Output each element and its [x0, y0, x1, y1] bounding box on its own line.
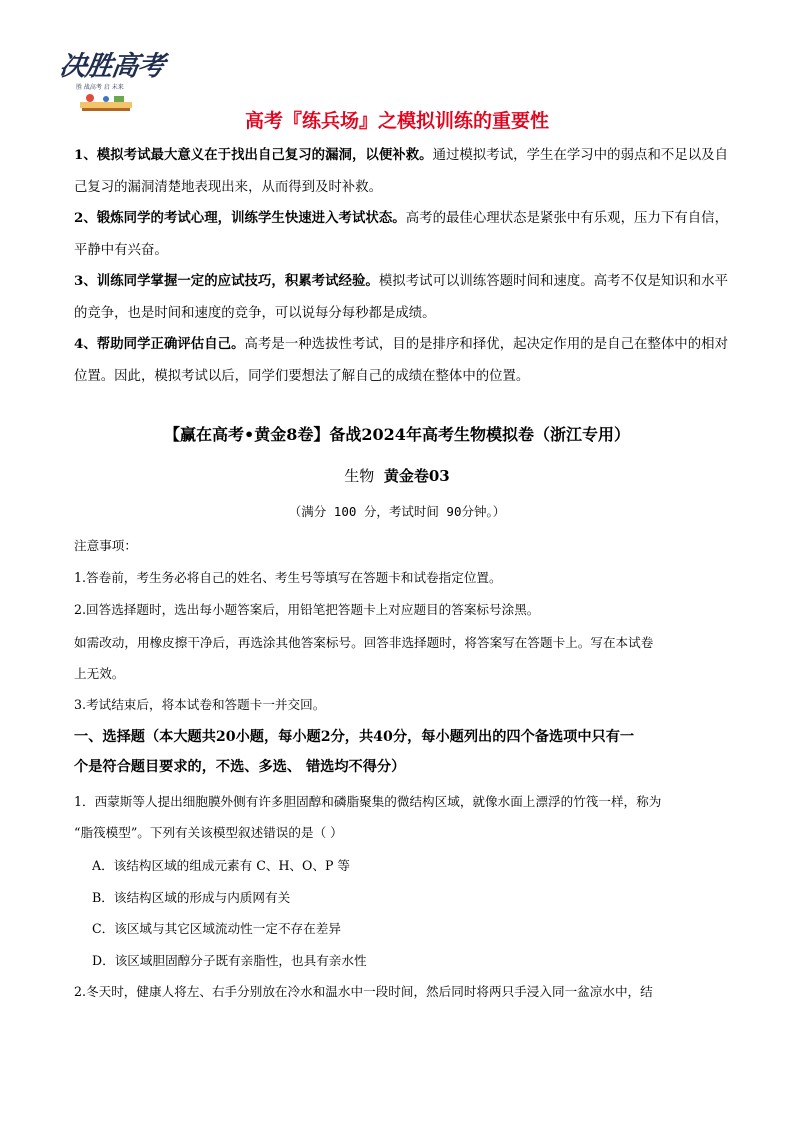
point-lead: 1、模拟考试最大意义在于找出自己复习的漏洞，以便补救。: [74, 147, 433, 163]
question-1-option-b: B．该结构区域的形成与内质网有关: [92, 890, 291, 905]
notice-heading: 注意事项：: [74, 538, 137, 553]
score-note: （满分 100 分，考试时间 90分钟。）: [288, 504, 506, 519]
page-title: 高考『练兵场』之模拟训练的重要性: [244, 110, 549, 132]
section-heading-line: 一、选择题（本大题共20小题，每小题2分，共40分，每小题列出的四个备选项中只有一: [74, 729, 635, 745]
point-lead: 2、锻炼同学的考试心理，训练学生快速进入考试状态。: [74, 210, 406, 226]
point-2: [74, 203, 728, 266]
subject-name: 生物: [344, 467, 375, 485]
point-3: [74, 266, 728, 329]
question-1-option-c: C．该区域与其它区域流动性一定不存在差异: [92, 921, 341, 936]
logo-slogan: 胜 战高考 启 未来: [76, 84, 124, 91]
section-heading: [74, 722, 734, 782]
question-1-option-a: A．该结构区域的组成元素有 C、H、O、P 等: [92, 858, 351, 873]
point-1: [74, 140, 728, 203]
brand-logo: [58, 42, 170, 112]
point-4: [74, 329, 728, 392]
point-body: 模拟考试可以训练答题时间和速度。高考不仅是知识和水平的竞争，也是时间和速度的竞争，可以说每分每秒都是成绩。: [74, 274, 728, 321]
point-lead: 3、训练同学掌握一定的应试技巧，积累考试经验。: [74, 273, 379, 289]
subject-heading: [0, 465, 794, 486]
question-1-stem: 1．西蒙斯等人提出细胞膜外侧有许多胆固醇和磷脂聚集的微结构区域，就像水面上漂浮的竹筏一样，称为: [74, 794, 662, 809]
point-body: 高考是一种选拔性考试，目的是排序和择优，起决定作用的是自己在整体中的相对位置。因此，模拟考试以后，同学们要想法了解自己的成绩在整体中的位置。: [74, 337, 728, 384]
notice-item: 如需改动，用橡皮擦干净后，再选涂其他答案标号。回答非选择题时，将答案写在答题卡上。写在本试卷: [74, 635, 654, 650]
section-heading-line: 个是符合题目要求的，不选、多选、 错选均不得分）: [74, 759, 406, 775]
notice-item: 上无效。: [74, 666, 125, 681]
logo-text: 决胜高考: [57, 51, 166, 82]
notice-item: 3.考试结束后，将本试卷和答题卡一并交回。: [74, 697, 326, 712]
notice-item: 2.回答选择题时，选出每小题答案后，用铅笔把答题卡上对应题目的答案标号涂黑。: [74, 602, 540, 617]
exam-title: 【赢在高考•黄金8卷】备战2024年高考生物模拟卷（浙江专用）: [164, 425, 630, 444]
question-1-stem: “脂筏模型”。下列有关该模型叙述错误的是（ ）: [74, 825, 343, 840]
question-1-option-d: D．该区域胆固醇分子既有亲脂性，也具有亲水性: [92, 953, 367, 968]
notice-item: 1.答卷前，考生务必将自己的姓名、考生号等填写在答题卡和试卷指定位置。: [74, 570, 502, 585]
point-lead: 4、帮助同学正确评估自己。: [74, 336, 245, 352]
paper-name: 黄金卷03: [383, 467, 450, 485]
question-2-stem: 2.冬天时，健康人将左、右手分别放在冷水和温水中一段时间，然后同时将两只手浸入同一盆凉水中，结: [74, 984, 653, 999]
point-body: 高考的最佳心理状态是紧张中有乐观，压力下有自信，平静中有兴奋。: [74, 211, 728, 258]
point-body: 通过模拟考试，学生在学习中的弱点和不足以及自己复习的漏洞清楚地表现出来，从而得到及时补救。: [74, 148, 728, 195]
